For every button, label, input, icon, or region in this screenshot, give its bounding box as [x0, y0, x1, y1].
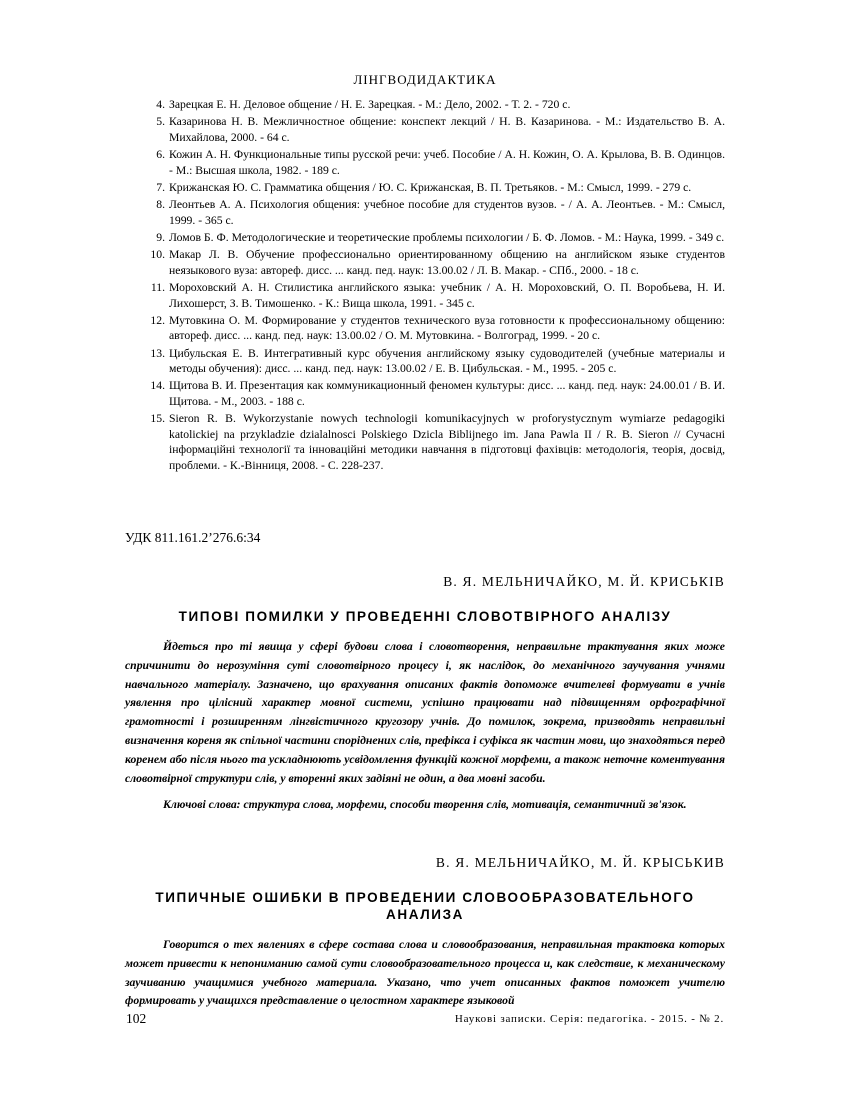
article-authors-ukr: В. Я. МЕЛЬНИЧАЙКО, М. Й. КРИСЬКІВ	[443, 574, 725, 589]
reference-text: Крижанская Ю. С. Грамматика общения / Ю. С. Крижанская, В. П. Третьяков. - М.: Смысл, 1999. - 279 с.	[169, 180, 692, 194]
running-header: ЛІНГВОДИДАКТИКА	[353, 72, 497, 87]
reference-text: Щитова В. И. Презентация как коммуникационный феномен культуры: дисс. ... канд. пед. наук: 24.00.01 / В. И. Щитова. - М., 2003. - 188 с.	[169, 379, 725, 408]
reference-list	[145, 97, 725, 475]
reference-item	[145, 247, 725, 278]
abstract-ukr: Йдеться про ті явища у сфері будови слова і словотворення, неправильне трактування яких може спричинити до нерозуміння суті словотвірного процесу і, як наслідок, до механічного заучування учнями навчального матеріалу. Зазначено, що врахування описаних фактів допоможе вчителеві формувати в учнів уявлення про цілісний характер мовної системи, успішно працювати над підвищенням орфографічної грамотності і розширенням лінгвістичного кругозору учнів. До помилок, зокрема, призводять неправильні визначення кореня як спільної частини споріднених слів, префікса і суфікса як частин мови, що знаходяться перед коренем або після нього та ускладнюють усвідомлення функцій кожної морфеми, а також неточне коментування словотвірної структури слів, у вторенні яких задіяні не один, а два мовні засоби.	[125, 640, 725, 785]
reference-number: 13.	[150, 346, 165, 360]
reference-number: 11.	[150, 281, 165, 295]
reference-item	[145, 147, 725, 178]
article-title-ukr: ТИПОВІ ПОМИЛКИ У ПРОВЕДЕННІ СЛОВОТВІРНОГО АНАЛІЗУ	[178, 609, 672, 624]
reference-number: 6.	[156, 148, 165, 162]
keywords-ukr: Ключові слова: структура слова, морфеми, способи творення слів, мотивація, семантичний зв'язок.	[163, 798, 687, 811]
reference-text: Зарецкая Е. Н. Деловое общение / Н. Е. Зарецкая. - М.: Дело, 2002. - Т. 2. - 720 с.	[169, 98, 571, 111]
page-number: 102	[126, 1011, 147, 1026]
reference-number: 12.	[150, 313, 165, 327]
reference-number: 14.	[150, 379, 165, 393]
reference-item	[145, 378, 725, 409]
reference-text: Леонтьев А. А. Психология общения: учебное пособие для студентов вузов. - / А. А. Леонтьев. - М.: Смысл, 1999. - 365 с.	[169, 198, 725, 227]
reference-item	[145, 180, 725, 196]
article-title-rus	[125, 889, 725, 923]
reference-text: Sieron R. B. Wykorzystanie nowych technologii komunikacyjnych w proforystycznym wymiarze pedagogiki katolickiej na przykladzie dzialalnosci Polskiego Dzicla Biblijnego im. Jana Pawla II / R. B. Sieron // Сучасні інформаційні технології та інноваційні методики навчання в підготовці фахівців: методологія, теорія, досвід, проблеми. - К.-Вінниця, 2008. - С. 228-237.	[169, 412, 725, 472]
article-title-rus-line2: АНАЛИЗА	[386, 907, 464, 922]
article-authors-rus: В. Я. МЕЛЬНИЧАЙКО, М. Й. КРЫСЬКИВ	[435, 855, 725, 870]
journal-footer: Наукові записки. Серія: педагогіка. - 2015. - № 2.	[454, 1013, 724, 1025]
reference-item	[145, 411, 725, 473]
reference-text: Ломов Б. Ф. Методологические и теоретические проблемы психологии / Б. Ф. Ломов. - М.: Наука, 1999. - 349 с.	[169, 230, 725, 244]
reference-number: 9.	[156, 230, 165, 244]
reference-item	[145, 346, 725, 377]
reference-number: 15.	[150, 412, 165, 426]
reference-number: 5.	[156, 115, 165, 129]
udk-code: УДК 811.161.2’276.6:34	[125, 530, 261, 545]
reference-number: 8.	[156, 198, 165, 212]
reference-text: Казаринова Н. В. Межличностное общение: конспект лекций / Н. В. Казаринова. - М.: Издательство В. А. Михайлова, 2000. - 64 с.	[169, 115, 725, 144]
reference-item	[145, 313, 725, 344]
reference-item	[145, 280, 725, 311]
reference-text: Мутовкина О. М. Формирование у студентов технического вуза готовности к профессиональному общению: автореф. дисс. ... канд. пед. наук: 13.00.02 / О. М. Мутовкина. - Волгоград, 1999. - 20 с.	[169, 313, 725, 343]
reference-item	[145, 197, 725, 228]
reference-text: Цибульская Е. В. Интегративный курс обучения английскому языку судоводителей (учебные материалы и методы обучения): дисс. ... канд. пед. наук: 13.00.02 / Е. В. Цибульская. - М., 1995. - 205 с.	[169, 346, 725, 376]
abstract-rus: Говорится о тех явлениях в сфере состава слова и словообразования, неправильная трактовка которых может привести к непониманию самой сути словообразовательного процесса и, как следствие, к механическому заучиванию учащимися учебного материала. Указано, что учет описанных фактов поможет учителю формировать у учащихся представление о целостном характере языковой	[125, 938, 725, 1008]
reference-item	[145, 114, 725, 145]
reference-number: 7.	[156, 180, 165, 194]
reference-number: 4.	[156, 98, 165, 111]
reference-text: Макар Л. В. Обучение профессионально ориентированному общению на английском языке студентов неязыкового вуза: автореф. дисс. ... канд. пед. наук: 13.00.02 / Л. В. Макар. - СПб., 2000. - 18 с.	[169, 248, 725, 277]
reference-text: Кожин А. Н. Функциональные типы русской речи: учеб. Пособие / А. Н. Кожин, О. А. Крылова, В. В. Одинцов. - М.: Высшая школа, 1982. - 189 с.	[169, 148, 725, 177]
reference-item	[145, 230, 725, 246]
reference-number: 10.	[150, 248, 165, 262]
article-title-rus-line1: ТИПИЧНЫЕ ОШИБКИ В ПРОВЕДЕНИИ СЛОВООБРАЗОВАТЕЛЬНОГО	[155, 890, 695, 905]
reference-text: Мороховский А. Н. Стилистика английского языка: учебник / А. Н. Мороховский, О. П. Воробьева, Н. И. Лихошерст, З. В. Тимошенко. - К.: Вища школа, 1991. - 345 с.	[169, 281, 725, 310]
reference-item	[145, 97, 725, 113]
